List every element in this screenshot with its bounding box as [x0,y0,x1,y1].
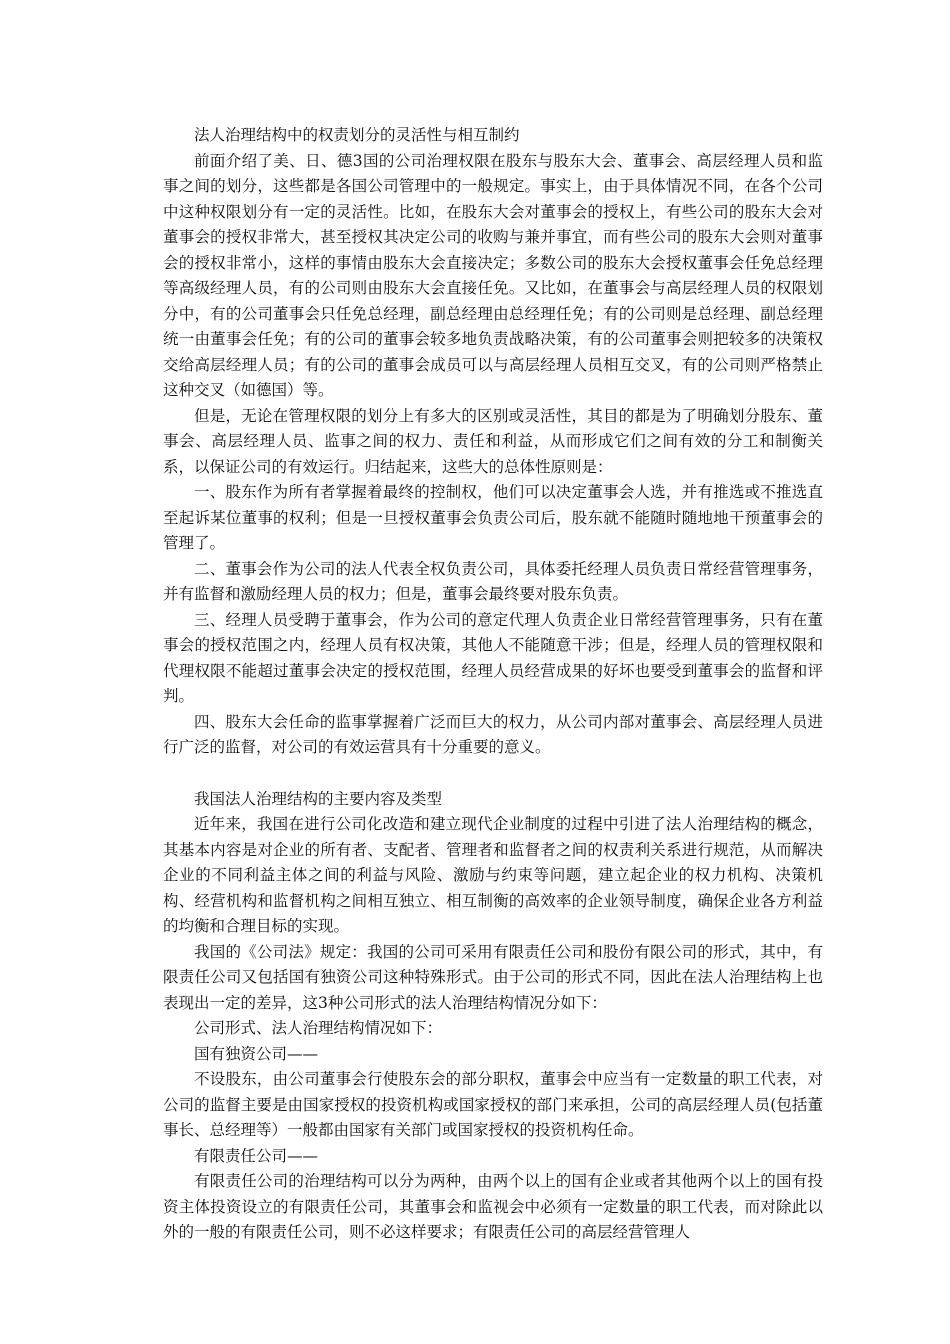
section-2-paragraph-2: 我国的《公司法》规定：我国的公司可采用有限责任公司和股份有限公司的形式，其中，有限责任公司又包括国有独资公司这种特殊形式。由于公司的形式不同，因此在法人治理结构上也表现出一定的差异，这3种公司形式的法人治理结构情况分如下： [163,942,823,1012]
section-gap [163,761,823,787]
section-1-principle-4: 四、股东大会任命的监事掌握着广泛而巨大的权力，从公司内部对董事会、高层经理人员进行广泛的监督，对公司的有效运营具有十分重要的意义。 [163,712,823,756]
section-2-paragraph-1: 近年来，我国在进行公司化改造和建立现代企业制度的过程中引进了法人治理结构的概念，其基本内容是对企业的所有者、支配者、管理者和监督者之间的权责利关系进行规范，从而解决企业的不同利益主体之间的利益与风险、激励与约束等问题，建立起企业的权力机构、决策机构、经营机构和监督机构之间相互独立、相互制衡的高效率的企业领导制度，确保企业各方利益的均衡和合理目标的实现。 [163,815,823,935]
section-1-principle-3: 三、经理人员受聘于董事会，作为公司的意定代理人负责企业日常经营管理事务，只有在董事会的授权范围之内，经理人员有权决策，其他人不能随意干涉；但是，经理人员的管理权限和代理权限不能超过董事会决定的授权范围，经理人员经营成果的好坏也要受到董事会的监督和评判。 [163,610,823,705]
section-1-heading: 法人治理结构中的权责划分的灵活性与相互制约 [194,126,520,144]
section-2-heading: 我国法人治理结构的主要内容及类型 [194,789,443,808]
document-body [163,123,823,1246]
section-1-principle-1: 一、股东作为所有者掌握着最终的控制权，他们可以决定董事会人选，并有推选或不推选直至起诉某位董事的权利；但是一旦授权董事会负责公司后，股东就不能随时随地地干预董事会的管理了。 [163,483,823,552]
section-2-limited-liability-text: 有限责任公司的治理结构可以分为两种，由两个以上的国有企业或者其他两个以上的国有投资主体投资设立的有限责任公司，其董事会和监视会中必须有一定数量的职工代表，而对除此以外的一般的有限责任公司，则不必这样要求；有限责任公司的高层经营管理人 [163,1172,823,1241]
section-2-forms-intro: 公司形式、法人治理结构情况如下： [194,1019,443,1037]
section-2-limited-liability-heading: 有限责任公司—— [194,1146,319,1165]
section-2-state-owned-heading: 国有独资公司—— [194,1044,319,1063]
section-1-principle-2: 二、董事会作为公司的法人代表全权负责公司，具体委托经理人员负责日常经营管理事务，并有监督和激励经理人员的权力；但是，董事会最终要对股东负责。 [163,559,823,603]
section-1-paragraph-2: 但是，无论在管理权限的划分上有多大的区别或灵活性，其目的都是为了明确划分股东、董事会、高层经理人员、监事之间的权力、责任和利益，从而形成它们之间有效的分工和制衡关系，以保证公司的有效运行。归结起来，这些大的总体性原则是： [163,406,823,476]
section-2-state-owned-text: 不设股东，由公司董事会行使股东会的部分职权，董事会中应当有一定数量的职工代表，对公司的监督主要是由国家授权的投资机构或国家授权的部门来承担，公司的高层经理人员(包括董事长、总经理等）一般都由国家有关部门或国家授权的投资机构任命。 [163,1070,823,1139]
section-1-paragraph-1: 前面介绍了美、日、德3国的公司治理权限在股东与股东大会、董事会、高层经理人员和监事之间的划分，这些都是各国公司管理中的一般规定。事实上，由于具体情况不同，在各个公司中这种权限划分有一定的灵活性。比如，在股东大会对董事会的授权上，有些公司的股东大会对董事会的授权非常大，甚至授权其决定公司的收购与兼并事宜，而有些公司的股东大会则对董事会的授权非常小，这样的事情由股东大会直接决定；多数公司的股东大会授权董事会任免总经理等高级经理人员，有的公司则由股东大会直接任免。又比如，在董事会与高层经理人员的权限划分中，有的公司董事会只任免总经理，副总经理由总经理任免；有的公司则是总经理、副总经理统一由董事会任免；有的公司的董事会较多地负责战略决策，有的公司董事会则把较多的决策权交给高层经理人员；有的公司的董事会成员可以与高层经理人员相互交叉，有的公司则严格禁止这种交叉（如德国）等。 [163,151,823,399]
